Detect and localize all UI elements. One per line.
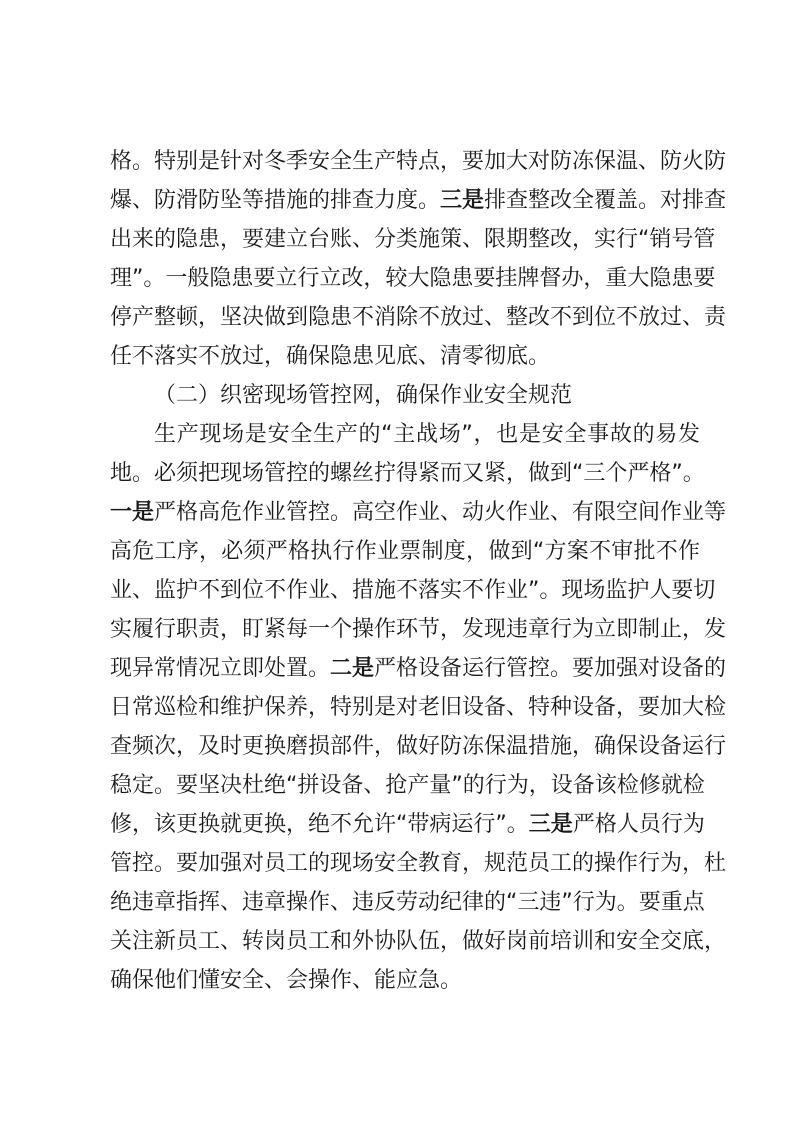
text-line	[154, 419, 700, 451]
text-span: 任不落实不放过，确保隐患见底、清零彻底。	[110, 344, 551, 369]
text-span: 严格高危作业管控。高空作业、动火作业、有限空间作业等	[154, 500, 727, 525]
text-line	[110, 848, 727, 880]
text-span: 高危工序，必须严格执行作业票制度，做到“方案不审批不作	[110, 539, 700, 564]
text-span: 停产整顿，坚决做到隐患不消除不放过、整改不到位不放过、责	[110, 305, 727, 330]
text-line	[110, 965, 700, 997]
bold-label: 二是	[330, 656, 375, 681]
text-span: 格。特别是针对冬季安全生产特点，要加大对防冻保温、防火防	[110, 149, 727, 174]
text-span: 业、监护不到位不作业、措施不落实不作业”。现场监护人要切	[110, 578, 716, 603]
text-span: 确保他们懂安全、会操作、能应急。	[110, 968, 463, 993]
bold-label: 三是	[528, 812, 573, 837]
text-line	[110, 731, 727, 763]
text-span: 查频次，及时更换磨损部件，做好防冻保温措施，确保设备运行	[110, 734, 727, 759]
text-line	[110, 770, 705, 802]
text-span: 生产现场是安全生产的“主战场”，也是安全事故的易发	[154, 422, 700, 447]
text-span: 日常巡检和维护保养，特别是对老旧设备、特种设备，要加大检	[110, 695, 727, 720]
text-line	[110, 263, 716, 295]
text-line	[110, 497, 727, 529]
text-line	[110, 341, 700, 373]
text-span: 严格人员行为	[572, 812, 705, 837]
text-span: 排查整改全覆盖。对排查	[484, 188, 727, 213]
bold-label: 三是	[440, 188, 485, 213]
text-line	[110, 146, 727, 178]
heading-text: （二）织密现场管控网，确保作业安全规范	[154, 383, 573, 408]
text-line	[110, 692, 727, 724]
text-span: 修，该更换就更换，绝不允许“带病运行”。	[110, 812, 529, 837]
text-line	[110, 926, 727, 958]
text-span: 地。必须把现场管控的螺丝拧得紧而又紧，做到“三个严格”。	[110, 461, 705, 486]
text-line	[110, 887, 705, 919]
text-line	[110, 653, 727, 685]
text-span: 实履行职责，盯紧每一个操作环节，发现违章行为立即制止，发	[110, 617, 727, 642]
text-line	[110, 458, 705, 490]
text-line	[110, 185, 727, 217]
text-line	[110, 224, 716, 256]
text-line	[110, 575, 716, 607]
text-span: 绝违章指挥、违章操作、违反劳动纪律的“三违”行为。要重点	[110, 890, 705, 915]
text-span: 稳定。要坚决杜绝“拼设备、抢产量”的行为，设备该检修就检	[110, 773, 705, 798]
text-span: 出来的隐患，要建立台账、分类施策、限期整改，实行“销号管	[110, 227, 716, 252]
text-span: 理”。一般隐患要立行立改，较大隐患要挂牌督办，重大隐患要	[110, 266, 716, 291]
text-line	[110, 302, 727, 334]
text-span: 严格设备运行管控。要加强对设备的	[374, 656, 727, 681]
bold-label: 一是	[110, 500, 155, 525]
text-line	[110, 614, 727, 646]
text-span: 爆、防滑防坠等措施的排查力度。	[110, 188, 441, 213]
text-span: 关注新员工、转岗员工和外协队伍，做好岗前培训和安全交底，	[110, 929, 727, 954]
text-line	[110, 536, 700, 568]
text-span: 现异常情况立即处置。	[110, 656, 331, 681]
section-heading	[154, 380, 573, 412]
text-span: 管控。要加强对员工的现场安全教育，规范员工的操作行为，杜	[110, 851, 727, 876]
text-line	[110, 809, 705, 841]
